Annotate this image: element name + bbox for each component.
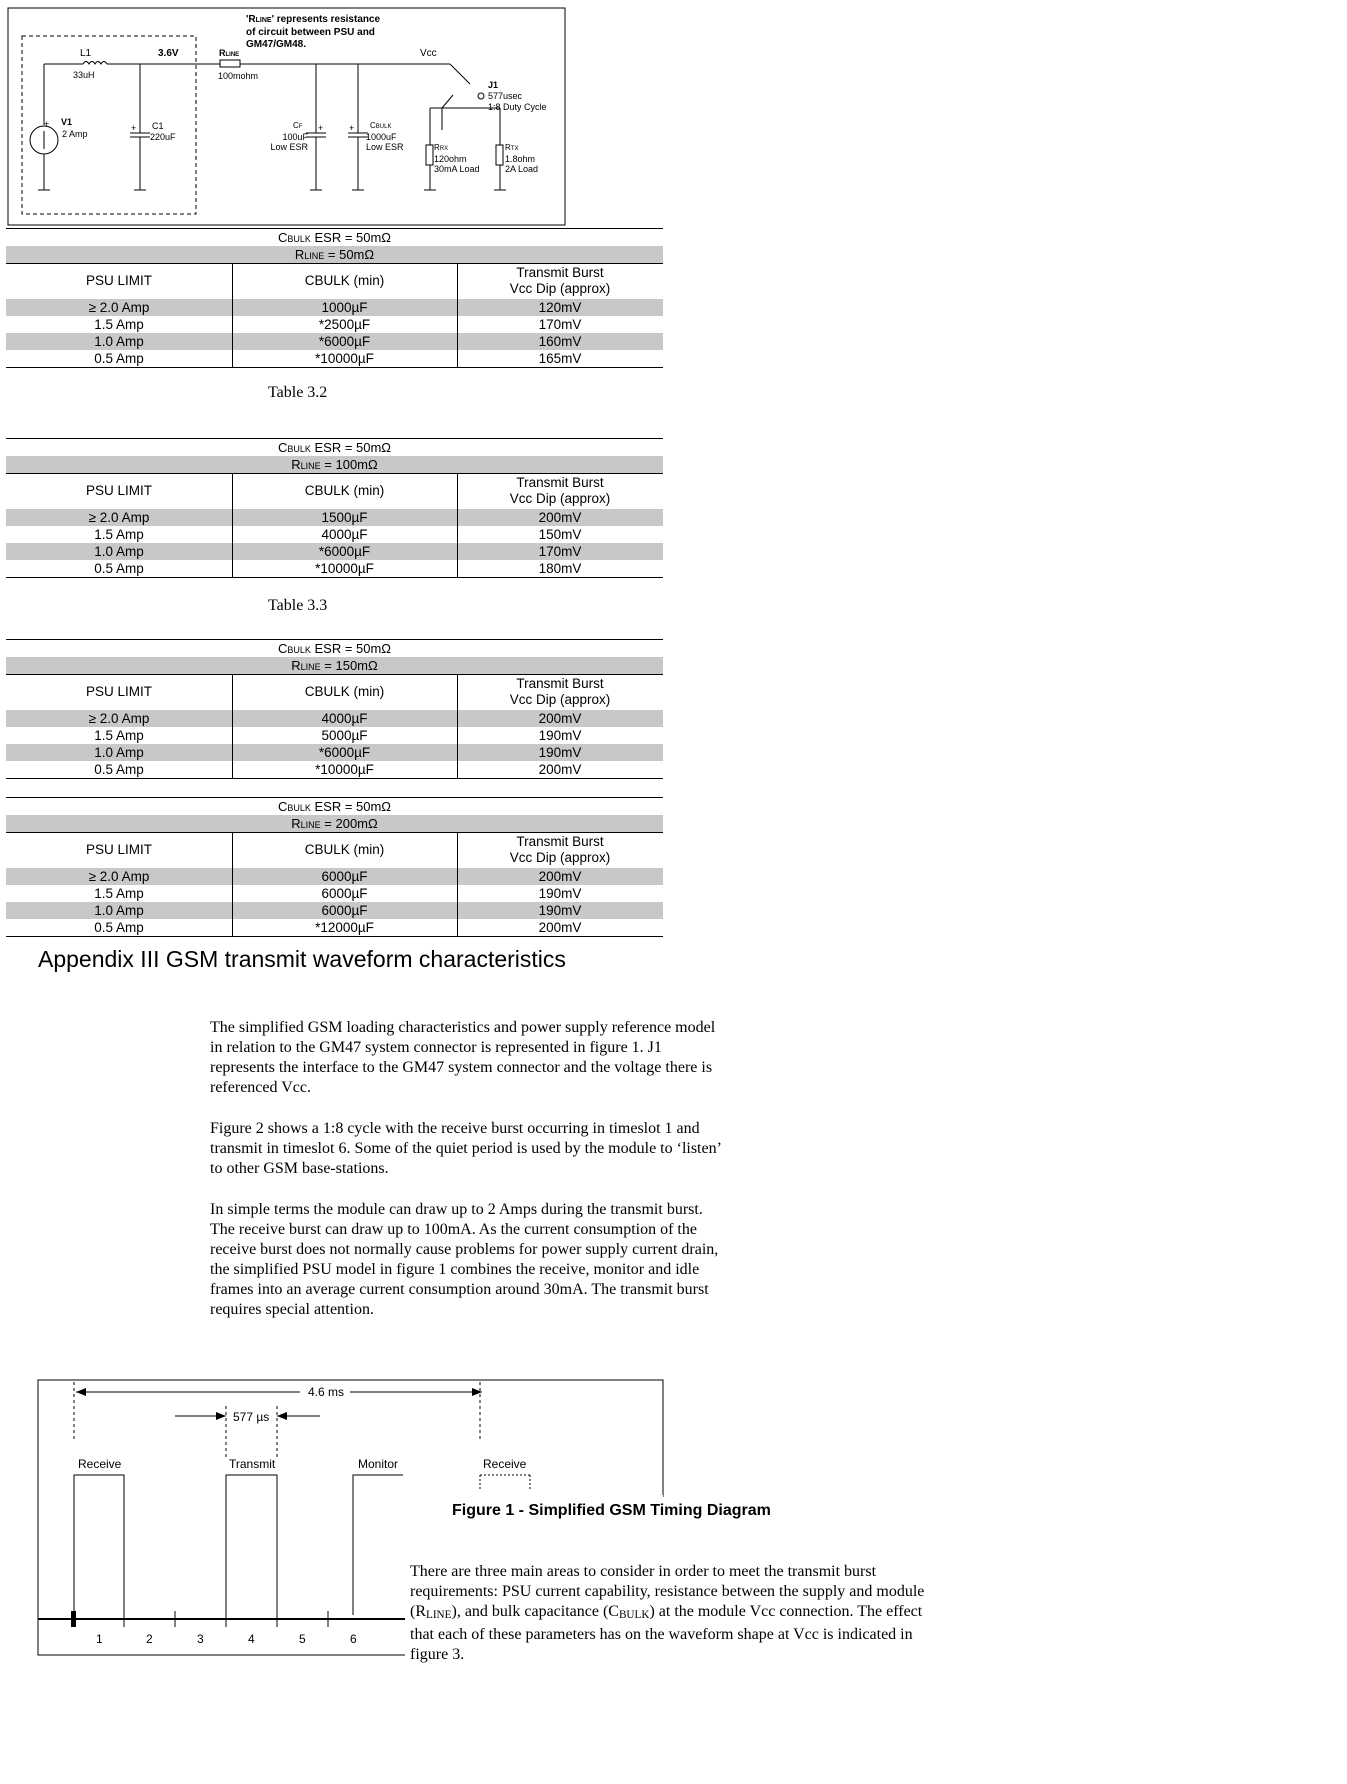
cf-plus-sign: +	[318, 123, 324, 133]
table-header-psu-limit: PSU LIMIT	[85, 842, 152, 857]
rtx-label: RTX	[505, 143, 519, 152]
period-label: 4.6 ms	[308, 1385, 345, 1399]
table-cell-vcc-dip: 170mV	[538, 544, 582, 559]
rline-label: RLINE	[219, 48, 240, 58]
table-cell-cbulk: *12000µF	[315, 920, 374, 935]
slot-number-6: 6	[350, 1632, 357, 1646]
node-voltage-label: 3.6V	[158, 48, 179, 59]
table-cell-vcc-dip: 165mV	[538, 351, 582, 366]
table-col-divider	[232, 473, 233, 577]
table-bottom-rule	[6, 367, 663, 368]
table-header-vcc-dip: Transmit Burst Vcc Dip (approx)	[509, 265, 611, 296]
table-cell-vcc-dip: 180mV	[538, 561, 582, 576]
table-cell-vcc-dip: 190mV	[538, 903, 582, 918]
table-cell-psu-limit: ≥ 2.0 Amp	[88, 711, 150, 726]
cbulk-value: 1000uF Low ESR	[366, 132, 404, 152]
table-cell-psu-limit: 0.5 Amp	[94, 920, 144, 935]
table-cell-cbulk: 4000µF	[321, 711, 368, 726]
table-cell-cbulk: *2500µF	[318, 317, 371, 332]
table-cell-cbulk: 6000µF	[321, 886, 368, 901]
rrx-label: RRX	[434, 143, 449, 152]
table-cell-psu-limit: ≥ 2.0 Amp	[88, 300, 150, 315]
cbulk-plus-sign: +	[349, 123, 355, 133]
table-cell-vcc-dip: 190mV	[538, 728, 582, 743]
v1-plus-sign: +	[44, 119, 50, 129]
table-header-psu-limit: PSU LIMIT	[85, 684, 152, 699]
table-col-divider	[457, 473, 458, 577]
rline-value: 100mohm	[218, 71, 259, 81]
v1-value: 2 Amp	[62, 129, 88, 139]
table-header-cbulk: CBULK (min)	[304, 842, 385, 857]
table-col-divider	[232, 674, 233, 778]
cf-value: 100uF Low ESR	[270, 132, 308, 152]
table-rline-row: RLINE = 100mΩ	[291, 457, 378, 472]
slot-duration-label: 577 µs	[233, 1410, 270, 1424]
paragraph-2: Figure 2 shows a 1:8 cycle with the receive burst occurring in timeslot 1 and transmit in timeslot 6. Some of the quiet period is used by the module to ‘listen’ to other GSM base-stations.	[210, 1120, 721, 1177]
table-cell-vcc-dip: 160mV	[538, 334, 582, 349]
table-cell-vcc-dip: 200mV	[538, 711, 582, 726]
table-bottom-rule	[6, 577, 663, 578]
table-header-rule	[6, 473, 663, 474]
receive-label-2: Receive	[483, 1457, 527, 1471]
l1-label: L1	[80, 48, 92, 59]
j1-period: 577usec	[488, 91, 523, 101]
table-header-cbulk: CBULK (min)	[304, 684, 385, 699]
table-header-psu-limit: PSU LIMIT	[85, 273, 152, 288]
c1-plus-sign: +	[131, 123, 137, 133]
rline-note: 'RLINE' represents resistance of circuit between PSU and GM47/GM48.	[246, 14, 381, 50]
table-cell-psu-limit: 1.0 Amp	[94, 334, 144, 349]
paragraph-1: The simplified GSM loading characteristics and power supply reference model in relation to the GM47 system connector is represented in figure 1. J1 represents the interface to the GM47 system connector and the voltage there is referenced Vcc.	[210, 1019, 716, 1096]
table-cell-cbulk: 5000µF	[321, 728, 368, 743]
table-cell-psu-limit: 1.5 Amp	[94, 527, 144, 542]
slot-number-5: 5	[299, 1632, 306, 1646]
table-cell-psu-limit: 0.5 Amp	[94, 561, 144, 576]
table-caption-3-2: Table 3.2	[268, 384, 328, 401]
table-cell-cbulk: 1000µF	[321, 300, 368, 315]
appendix-heading: Appendix III GSM transmit waveform characteristics	[38, 946, 566, 972]
table-bottom-rule	[6, 936, 663, 937]
c1-label: C1	[152, 121, 164, 131]
table-caption-3-3: Table 3.3	[268, 597, 328, 614]
table-header-rule	[6, 263, 663, 264]
table-cell-vcc-dip: 150mV	[538, 527, 582, 542]
monitor-label: Monitor	[358, 1457, 399, 1471]
table-header-cbulk: CBULK (min)	[304, 273, 385, 288]
v1-label: V1	[61, 117, 73, 127]
table-header-rule	[6, 674, 663, 675]
table-cell-cbulk: *10000µF	[315, 561, 374, 576]
table-cell-psu-limit: 1.5 Amp	[94, 728, 144, 743]
table-cell-vcc-dip: 170mV	[538, 317, 582, 332]
table-cell-psu-limit: 1.5 Amp	[94, 886, 144, 901]
transmit-label: Transmit	[229, 1457, 276, 1471]
table-cell-psu-limit: 0.5 Amp	[94, 351, 144, 366]
table-cell-psu-limit: 1.0 Amp	[94, 745, 144, 760]
slot-number-4: 4	[248, 1632, 255, 1646]
rtx-value: 1.8ohm 2A Load	[505, 154, 539, 174]
table-cell-cbulk: *6000µF	[318, 334, 371, 349]
table-rline-row: RLINE = 200mΩ	[291, 816, 378, 831]
table-cell-psu-limit: ≥ 2.0 Amp	[88, 869, 150, 884]
table-header-rule	[6, 832, 663, 833]
table-cell-psu-limit: 1.0 Amp	[94, 903, 144, 918]
j1-duty: 1:8 Duty Cycle	[488, 102, 547, 112]
table-rline-row: RLINE = 50mΩ	[294, 247, 375, 262]
table-cell-vcc-dip: 200mV	[538, 510, 582, 525]
table-cell-cbulk: 6000µF	[321, 903, 368, 918]
table-cell-cbulk: 6000µF	[321, 869, 368, 884]
c1-value: 220uF	[150, 132, 176, 142]
slot-number-1: 1	[96, 1632, 103, 1646]
table-col-divider	[457, 674, 458, 778]
table-esr-row: CBULK ESR = 50mΩ	[277, 440, 392, 455]
psu-circuit-diagram	[0, 0, 570, 230]
table-bottom-rule	[6, 778, 663, 779]
table-rline-row: RLINE = 150mΩ	[291, 658, 378, 673]
l1-value: 33uH	[73, 70, 95, 80]
table-cell-cbulk: *6000µF	[318, 544, 371, 559]
table-header-psu-limit: PSU LIMIT	[85, 483, 152, 498]
table-cell-vcc-dip: 190mV	[538, 886, 582, 901]
table-header-vcc-dip: Transmit Burst Vcc Dip (approx)	[509, 475, 611, 506]
slot-number-3: 3	[197, 1632, 204, 1646]
paragraph-3: In simple terms the module can draw up to 2 Amps during the transmit burst. The receive burst can draw up to 100mA. As the current consumption of the receive burst does not normally cause problems for power supply current drain, the simplified PSU model in figure 1 combines the receive, monitor and idle frames into an average current consumption around 30mA. The transmit burst requires special attention.	[210, 1201, 719, 1318]
table-cell-psu-limit: 0.5 Amp	[94, 762, 144, 777]
table-cell-psu-limit: 1.0 Amp	[94, 544, 144, 559]
table-cell-cbulk: *10000µF	[315, 351, 374, 366]
cf-label: CF	[293, 121, 303, 130]
table-cell-cbulk: *6000µF	[318, 745, 371, 760]
j1-label: J1	[488, 80, 499, 90]
table-col-divider	[457, 263, 458, 367]
table-cell-cbulk: *10000µF	[315, 762, 374, 777]
table-cell-psu-limit: ≥ 2.0 Amp	[88, 510, 150, 525]
table-header-vcc-dip: Transmit Burst Vcc Dip (approx)	[509, 834, 611, 865]
receive-label: Receive	[78, 1457, 122, 1471]
cbulk-label: CBULK	[370, 121, 392, 130]
table-col-divider	[457, 832, 458, 936]
table-esr-row: CBULK ESR = 50mΩ	[277, 230, 392, 245]
table-cell-vcc-dip: 190mV	[538, 745, 582, 760]
table-cell-vcc-dip: 120mV	[538, 300, 582, 315]
table-cell-vcc-dip: 200mV	[538, 920, 582, 935]
table-header-vcc-dip: Transmit Burst Vcc Dip (approx)	[509, 676, 611, 707]
slot-number-2: 2	[146, 1632, 153, 1646]
table-cell-psu-limit: 1.5 Amp	[94, 317, 144, 332]
table-cell-cbulk: 4000µF	[321, 527, 368, 542]
vcc-label: Vcc	[420, 48, 437, 59]
figure-caption: Figure 1 - Simplified GSM Timing Diagram	[452, 1502, 771, 1519]
rrx-value: 120ohm 30mA Load	[434, 154, 480, 174]
table-header-cbulk: CBULK (min)	[304, 483, 385, 498]
table-cell-vcc-dip: 200mV	[538, 762, 582, 777]
table-esr-row: CBULK ESR = 50mΩ	[277, 641, 392, 656]
table-col-divider	[232, 832, 233, 936]
table-cell-cbulk: 1500µF	[321, 510, 368, 525]
final-paragraph: There are three main areas to consider in order to meet the transmit burst requirements: PSU current capability, resistance between the supply and module $(R_{LINE})$, and bulk capacitance $(C_{BULK})$ at the module Vcc connection. The effect that each of these parameters has on the waveform shape at Vcc is indicated in figure 3.	[410, 1563, 925, 1663]
table-esr-row: CBULK ESR = 50mΩ	[277, 799, 392, 814]
table-cell-vcc-dip: 200mV	[538, 869, 582, 884]
table-col-divider	[232, 263, 233, 367]
